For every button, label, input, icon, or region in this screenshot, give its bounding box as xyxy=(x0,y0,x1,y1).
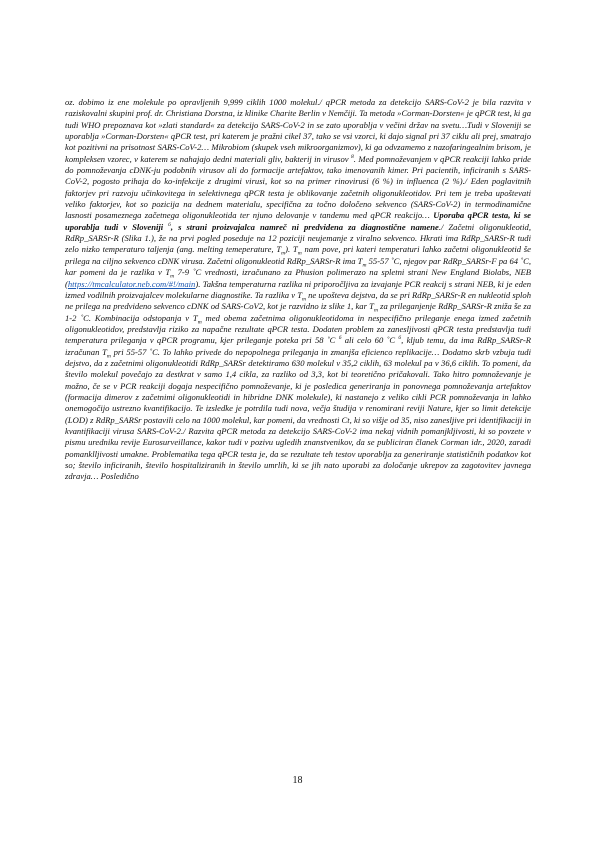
neb-calculator-link[interactable]: https://tmcalculator.neb.com/#!/main xyxy=(67,278,196,289)
subscript: m xyxy=(362,262,367,269)
text-segment: pri 55-57 ˚C. To lahko privede do nepopolnega prileganja in zmanjša eficienco replikacije… Dodatno skrb vzbuja tudi dejstvo, da z začetnimi oligonukleotidi RdRp_SARSr detektiramo 630 molekul v 35,2 ciklih, 63 molekul pa v 36,6 ciklih. To pomeni, da število molekul povečajo za destkrat v samo 1,4 cikla, za razliko od 3,3, kot bi teoretično pričakovali. Tako hitro pomnoževanje je možno, če se v PCR reakciji dogaja nespecifično pomnoževanje, ki je posledica generiranja in ponovnega pomnoževanja artefaktov (formacija dimerov z začetnimi oligonukleotidi in hibridne DNK molekule), ki nastanejo z veliko cikli PCR pomnoževanja in lahko onemogočijo ustrezno kvantifikacijo. Te izsledke je potrdila tudi nova, večja študija v renomirani reviji Nature, kjer so limit detekcije (LOD) z RdRp_SARSr postavili celo na 1000 molekul, kar pomeni, da vrednosti Ct, ki so višje od 35, niso zanesljive pri identifikaciji in kvantifikaciji virusa SARS-CoV-2./ Razvita qPCR metoda za detekcijo SARS-CoV-2 ima nekaj vidnih pomanjkljivosti, ki so povzete v pismu uredniku revije Eurosurveillance, kakor tudi v pozivu ugledih znanstvenikov, da se publiciran članek Corman idr., 2020, zaradi pomanklljivosti umakne. Problematika tega qPCR testa je, da se rezultate teh testov uporablja za generiranje statističnih podatkov kot so; število inficiranih, število hospitaliziranih in število umrlih, ki se jih nato uporabi za določanje ukrepov za zagotovitev javnega zdravja… Posledično xyxy=(65,346,531,482)
subscript: m xyxy=(170,273,175,280)
footnote-ref[interactable]: 6 xyxy=(168,221,171,228)
footnote-ref[interactable]: 8 xyxy=(351,153,354,160)
text-segment: oz. dobimo iz ene molekule po opravljenih 9,999 ciklih 1000 molekul./ qPCR metoda za detekcijo SARS-CoV-2 je bila razvita v raziskovalni skupini prof. dr. Christiana Dorstna, iz klinike Charite Berlin v Nemčiji. Ta metoda »Corman-Dorsten« je qPCR test, ki ga tudi WHO prepoznava kot »zlati standard« za detekcijo SARS-CoV-2 in se zato uporablja v večini držav na svetu…Tudi v Sloveniji se uporablja »Corman-Dorsten« qPCR test, pri katerem je pražni cikel 37, tako se vsi vzorci, ki dajo signal pri 37 ciklu ali prej, smatrajo kot pozitivni na prisotnost SARS-CoV-2… Mikrobiom (skupek vseh mikroorganizmov), ki ga odvzamemo z nazofaringealnim brisom, je kompleksen vzorec, v katerem se nahajajo dedni materiali gliv, bakterij in virusov xyxy=(65,97,531,164)
footnote-ref[interactable]: 6 xyxy=(338,335,342,342)
text-segment: ./ Začetni oligonukleotid, RdRp_SARSr-R (Slika 1.), že na prvi pogled poseduje na 12 poziciji neujemanje z viralno sekvenco. Hkrati ima RdRp_SARSr-R tudi zelo nizko temperaturo taljenja (ang. melting temeperature, T xyxy=(65,221,531,255)
text-segment: za prileganjenje RdRp_SARSr-R zniža še za 1-2 ˚C. Kombinacija odstopanja v T xyxy=(65,301,531,323)
subscript: m xyxy=(197,319,202,326)
footnote-ref[interactable]: 6 xyxy=(398,335,402,342)
subscript: m xyxy=(106,353,111,360)
subscript: m xyxy=(301,296,306,303)
text-segment: . Med pomnoževanjem v qPCR reakciji lahko pride do pomnoževanja cDNK-ju podobnih virusov ali do formacije artefaktov, tako imenovanih kimer. Pri pacientih, inficiranih s SARS-CoV-2, pogosto prihaja do ko-infekcije z drugimi virusi, kot so na primer rinovirusi (6 %) in influenca (2 %)./ Eden poglavitnih faktorjev pri razvoju učinkovitega in selektivnega qPCR testa je oblikovanje začetnih oligonukleotidov. Pri tem je treba upoštevati veliko faktorjev, kot so pozicija na dednem materialu, specifična za točno določeno sekvenco (SARS-CoV-2) in termodinamične lasnosti posameznega začetnega oligonukleotida ter njuno delovanje v tandemu med qPCR reakcijo… xyxy=(65,153,531,221)
text-segment: , kljub temu, da ima RdRp_SARSr-R izračunan T xyxy=(65,335,531,357)
subscript: m xyxy=(373,307,378,314)
text-segment: ali celo 60 ˚C xyxy=(341,335,399,346)
text-segment: nam pove, pri kateri temperaturi lahko začetni oligonukleotid še prilega na ciljno sekvenco cDNK virusa. Začetni oligonukleotid RdRp_SARSr-R ima T xyxy=(65,244,531,266)
subscript: m xyxy=(281,251,286,258)
bold-text: Uporaba qPCR testa, ki se uporablja tudi v Sloveniji xyxy=(65,210,531,232)
text-segment: med obema začetnima oligonukleotidoma in nespecifično prileganje enega izmed začetnih oligonukleotidov, predstavlja riziko za napačne rezultate qPCR testa. Dodaten problem za zanesljivosti qPCR testa predstavlja tudi temperatura prileganja v qPCR programu, kjer prileganje poteka pri 58 ˚C xyxy=(65,312,531,346)
text-segment: 7-9 ˚C vrednosti, izračunano za Phusion polimerazo na spletni strani New England Biolabs, NEB ( xyxy=(65,267,531,289)
bold-text: , s strani proizvajalca namreč ni predvidena za diagnostične namene xyxy=(170,221,439,232)
text-segment: ). Takšna temperaturna razlika ni priporočljiva za izvajanje PCR reakcij s strani NEB, ki je eden izmed vodilnih proizvajalcev molekularne diagnostike. Ta razlika v T xyxy=(65,278,531,300)
text-segment: ). T xyxy=(285,244,298,255)
text-segment: ne upošteva dejstva, da se pri RdRp_SARSr-R en nukleotid sploh ne prilega na predvideno sekvenco cDNK od SARS-CoV2, kot je razvidno iz slike 1, kar T xyxy=(65,289,531,312)
page-number: 18 xyxy=(292,775,303,786)
body-paragraph xyxy=(65,97,531,483)
subscript: m xyxy=(297,251,302,258)
text-segment: 55-57 ˚C, njegov par RdRp_SARSr-F pa 64 ˚C, kar pomeni da je razlika v T xyxy=(65,255,531,278)
